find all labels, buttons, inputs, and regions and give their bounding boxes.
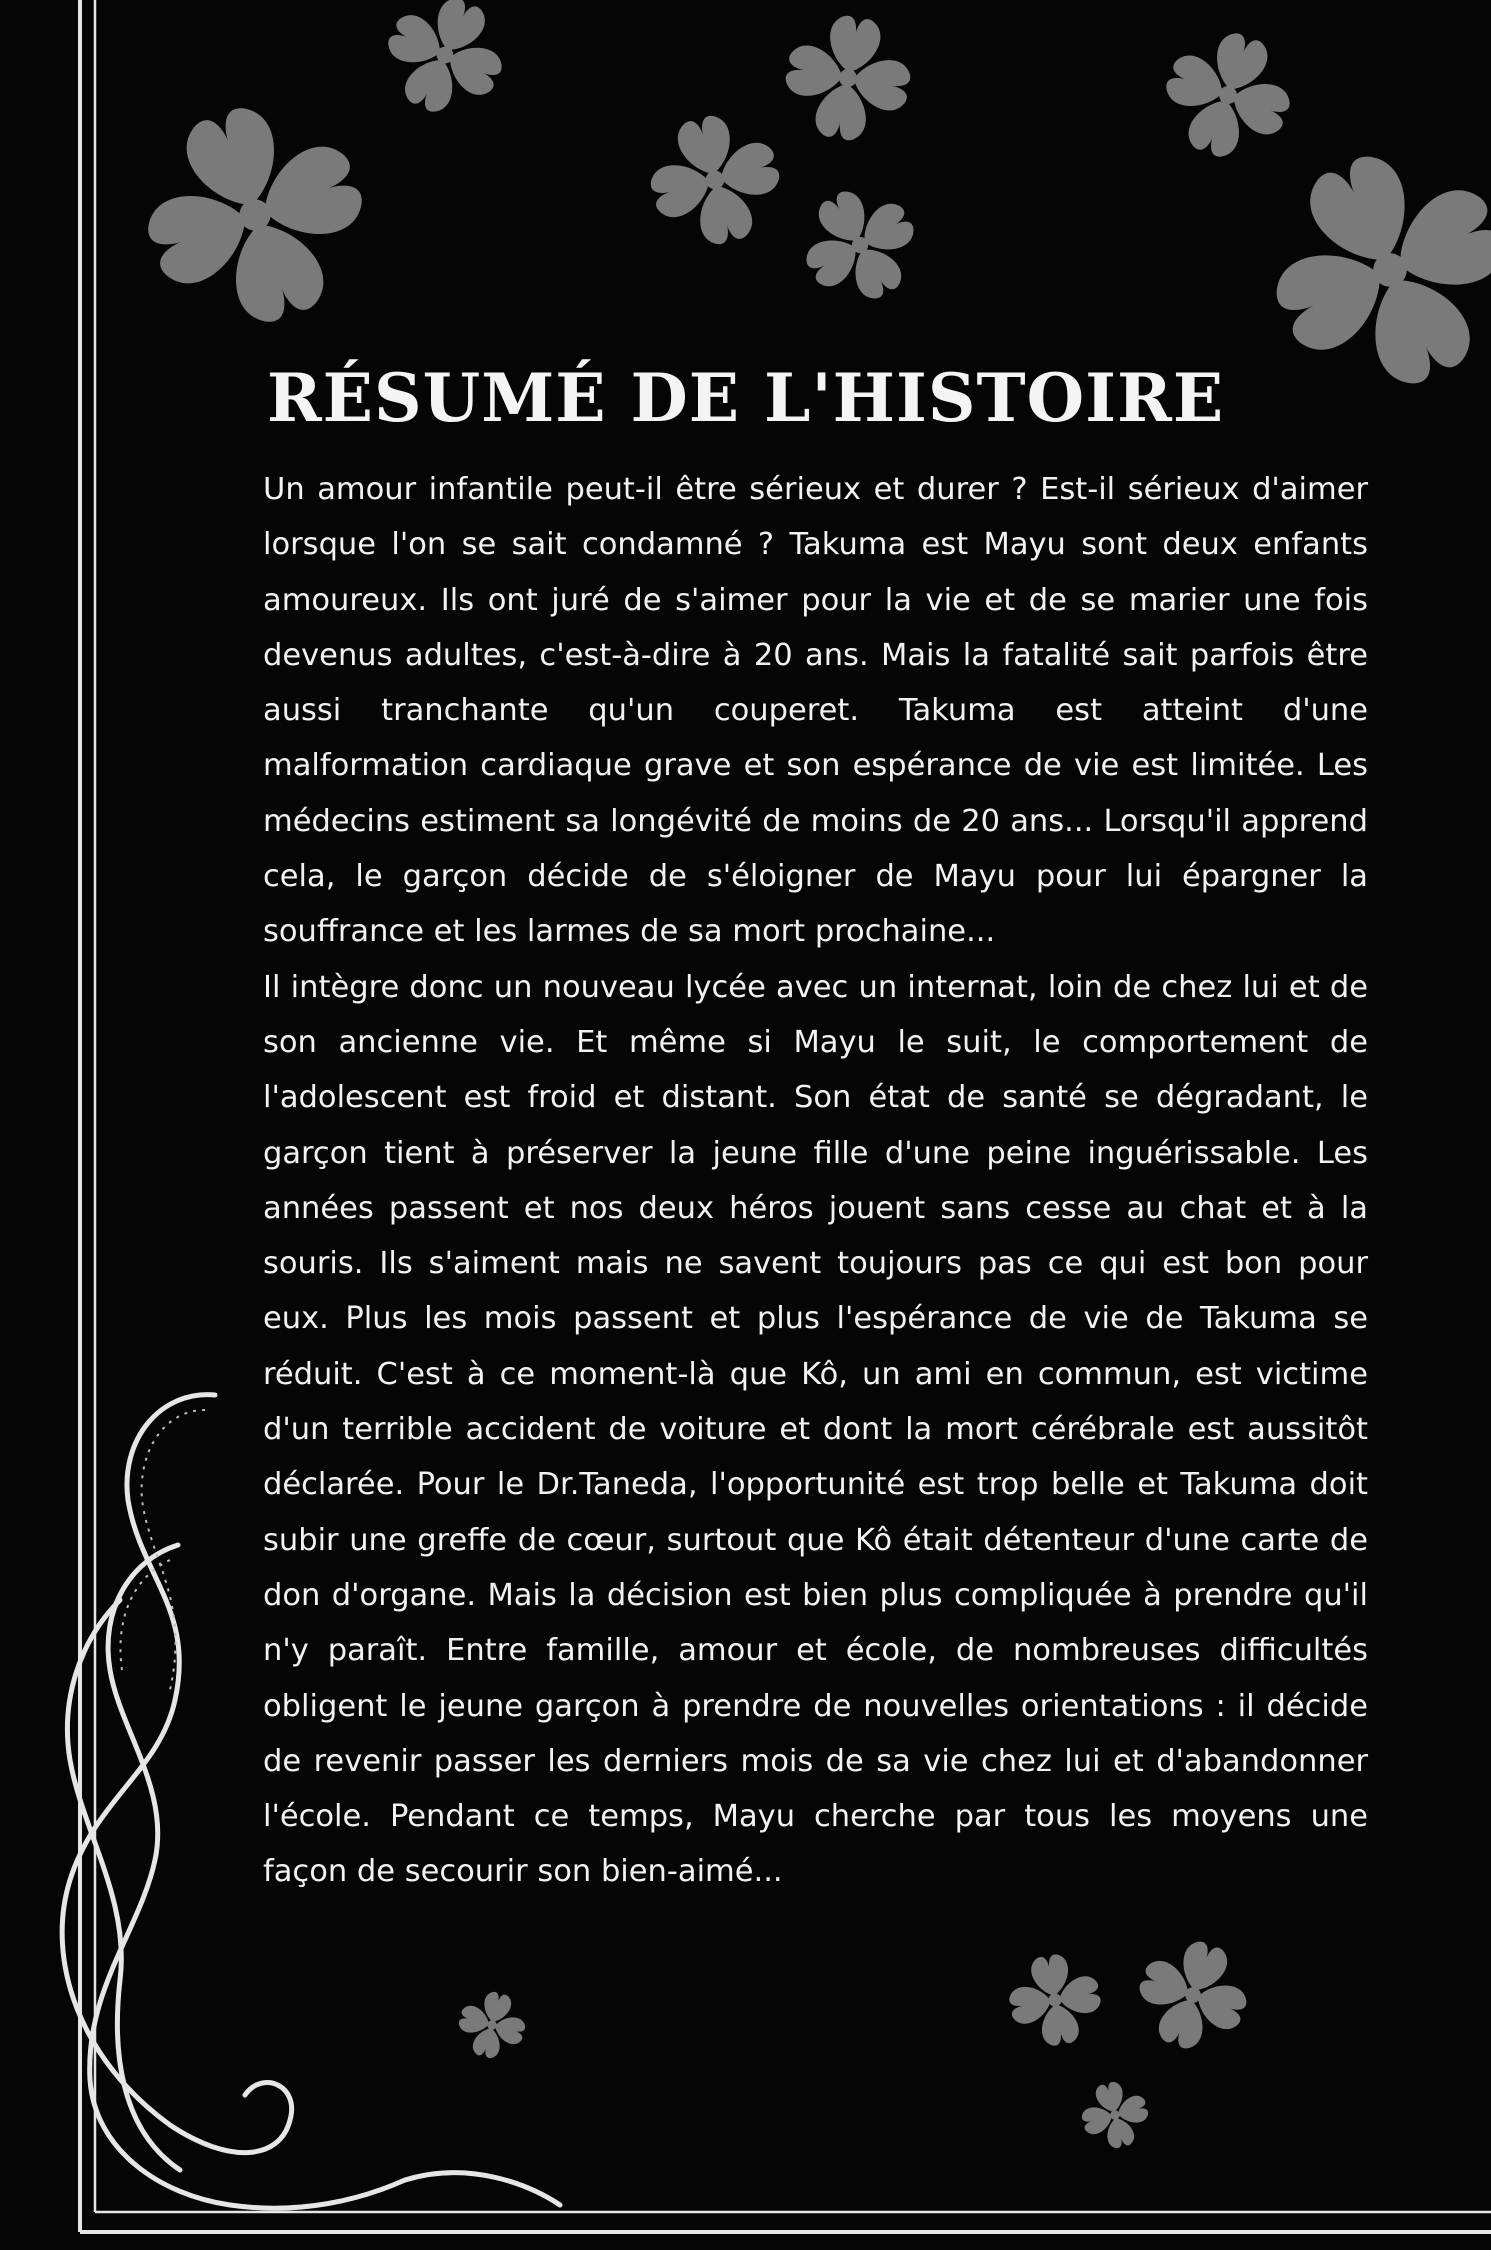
- four-leaf-clover-icon: [369, 0, 521, 131]
- summary-paragraph: Un amour infantile peut-il être sérieux et durer ? Est-il sérieux d'aimer lorsque l'on se sait condamné ? Takuma est Mayu sont deux enfants amoureux. Ils ont juré de s'aimer pour la vie et de se marier une fois devenus adultes, c'est-à-dire à 20 ans. Mais la fatalité sait parfois être aussi tranchante qu'un couperet. Takuma est atteint d'une malformation cardiaque grave et son espérance de vie est limitée. Les médecins estiment sa longévité de moins de 20 ans... Lorsqu'il apprend cela, le garçon décide de s'éloigner de Mayu pour lui épargner la souffrance et les larmes de sa mort prochaine...: [263, 472, 1368, 950]
- four-leaf-clover-icon: [452, 1985, 532, 2065]
- four-leaf-clover-icon: [637, 102, 792, 257]
- four-leaf-clover-icon: [785, 170, 936, 321]
- four-leaf-clover-icon: [1075, 2075, 1155, 2155]
- four-leaf-clover-icon: [777, 7, 919, 149]
- four-leaf-clover-icon: [1149, 16, 1306, 173]
- summary-text: [263, 462, 1368, 1900]
- summary-paragraph: Il intègre donc un nouveau lycée avec un internat, loin de chez lui et de son ancienne vie. Et même si Mayu le suit, le comportement de l'adolescent est froid et distant. Son état de santé se dégradant, le garçon tient à préserver la jeune fille d'une peine inguérissable. Les années passent et nos deux héros jouent sans cesse au chat et à la souris. Ils s'aiment mais ne savent toujours pas ce qui est bon pour eux. Plus les mois passent et plus l'espérance de vie de Takuma se réduit. C'est à ce moment-là que Kô, un ami en commun, est victime d'un terrible accident de voiture et dont la mort cérébrale est aussitôt déclarée. Pour le Dr.Taneda, l'opportunité est trop belle et Takuma doit subir une greffe de cœur, surtout que Kô était détenteur d'une carte de don d'organe. Mais la décision est bien plus compliquée à prendre qu'il n'y paraît. Entre famille, amour et école, de nombreuses difficultés obligent le jeune garçon à prendre de nouvelles orientations : il décide de revenir passer les derniers mois de sa vie chez lui et d'abandonner l'école. Pendant ce temps, Mayu cherche par tous les moyens une façon de secourir son bien-aimé...: [263, 969, 1368, 1890]
- four-leaf-clover-icon: [1003, 1948, 1107, 2052]
- four-leaf-clover-icon: [119, 79, 392, 352]
- page-title: RÉSUMÉ DE L'HISTOIRE: [266, 359, 1225, 437]
- clover-group-bottom: [452, 1927, 1261, 2155]
- four-leaf-clover-icon: [1125, 1927, 1261, 2063]
